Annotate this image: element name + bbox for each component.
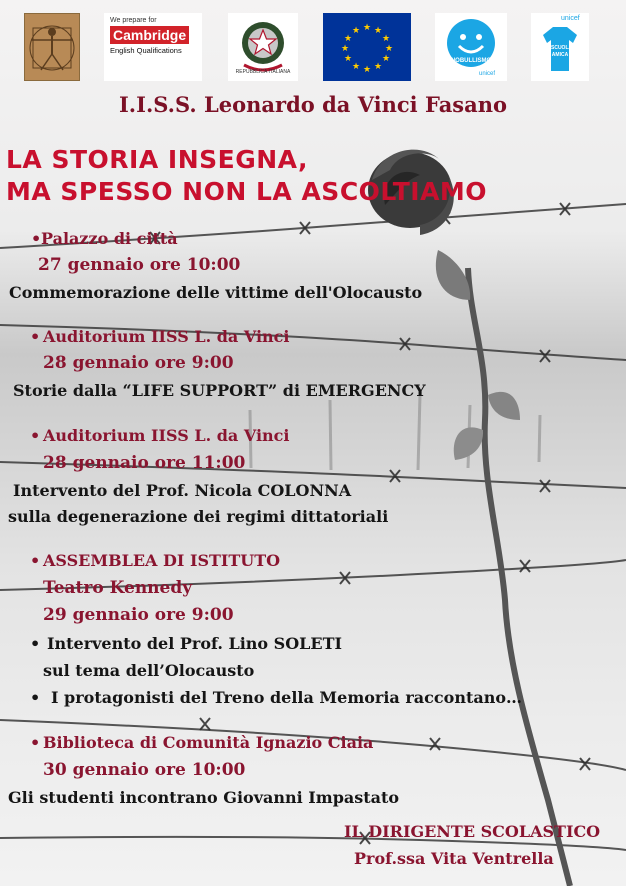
no-bullismo-partner: unicef — [479, 71, 496, 77]
cambridge-brand: Cambridge — [110, 26, 189, 44]
event-3-place: Auditorium IISS L. da Vinci — [43, 426, 290, 445]
bullet-icon: • — [30, 327, 41, 346]
svg-text:★: ★ — [351, 26, 361, 36]
scuola-amica-text: SCUOLA AMICA — [551, 45, 573, 58]
svg-text:★: ★ — [351, 62, 361, 72]
bullet-icon: • — [30, 634, 41, 653]
eu-flag-logo — [323, 13, 411, 81]
bullet-icon: • — [31, 229, 42, 248]
event-5-place: Biblioteca di Comunità Ignazio Ciaia — [43, 733, 374, 752]
cambridge-tagline: We prepare for — [110, 17, 157, 24]
cambridge-subtitle: English Qualifications — [110, 46, 182, 55]
republic-caption: REPUBBLICA ITALIANA — [235, 69, 291, 75]
event-2-place: Auditorium IISS L. da Vinci — [43, 327, 290, 346]
school-name: I.I.S.S. Leonardo da Vinci Fasano — [118, 92, 508, 117]
svg-text:★: ★ — [373, 62, 383, 72]
event-3-description-line-2: sulla degenerazione dei regimi dittatoriali — [8, 507, 389, 526]
svg-text:★: ★ — [362, 65, 372, 75]
event-4-item-1: Intervento del Prof. Lino SOLETI — [47, 634, 342, 653]
headline-line-2: MA SPESSO NON LA ASCOLTIAMO — [6, 177, 488, 206]
event-5-description: Gli studenti incontrano Giovanni Impastato — [8, 788, 400, 807]
svg-text:★: ★ — [343, 54, 353, 64]
svg-text:★: ★ — [362, 23, 372, 33]
svg-text:★: ★ — [384, 44, 394, 54]
svg-text:★: ★ — [373, 26, 383, 36]
event-4-datetime: 29 gennaio ore 9:00 — [43, 605, 234, 625]
unicef-brand: unicef — [561, 15, 580, 22]
event-4-title: ASSEMBLEA DI ISTITUTO — [43, 551, 281, 570]
no-bullismo-text: NOBULLISMO — [450, 58, 492, 64]
bullet-icon: • — [30, 688, 41, 707]
bullet-icon: • — [30, 426, 41, 445]
smiley-icon — [435, 13, 507, 81]
vitruvian-man-icon — [25, 14, 79, 80]
no-bullismo-logo — [435, 13, 507, 81]
signature-role: IL DIRIGENTE SCOLASTICO — [344, 822, 601, 841]
headline-line-1: LA STORIA INSEGNA, — [6, 145, 308, 174]
vitruvian-man-logo — [24, 13, 80, 81]
svg-text:★: ★ — [340, 44, 350, 54]
bullet-icon: • — [30, 551, 41, 570]
unicef-scuola-amica-logo — [531, 13, 589, 81]
event-3-datetime: 28 gennaio ore 11:00 — [43, 453, 246, 473]
event-1-description: Commemorazione delle vittime dell'Olocausto — [9, 283, 423, 302]
event-1-place: Palazzo di città — [41, 229, 178, 248]
svg-text:★: ★ — [343, 34, 353, 44]
event-1-datetime: 27 gennaio ore 10:00 — [38, 255, 241, 275]
italian-republic-emblem-logo — [228, 13, 298, 81]
svg-text:★: ★ — [381, 54, 391, 64]
event-4-item-1-topic: sul tema dell’Olocausto — [43, 661, 255, 680]
bullet-icon: • — [30, 733, 41, 752]
event-3-description-line-1: Intervento del Prof. Nicola COLONNA — [13, 481, 352, 500]
event-4-place: Teatro Kennedy — [43, 578, 193, 598]
cambridge-logo — [104, 13, 202, 81]
signature-name: Prof.ssa Vita Ventrella — [354, 849, 554, 868]
event-2-datetime: 28 gennaio ore 9:00 — [43, 353, 234, 373]
event-5-datetime: 30 gennaio ore 10:00 — [43, 760, 246, 780]
event-4-item-2: I protagonisti del Treno della Memoria raccontano… — [51, 688, 523, 707]
eu-stars-icon — [323, 13, 411, 81]
event-2-description: Storie dalla “LIFE SUPPORT” di EMERGENCY — [13, 381, 426, 400]
svg-text:★: ★ — [381, 34, 391, 44]
